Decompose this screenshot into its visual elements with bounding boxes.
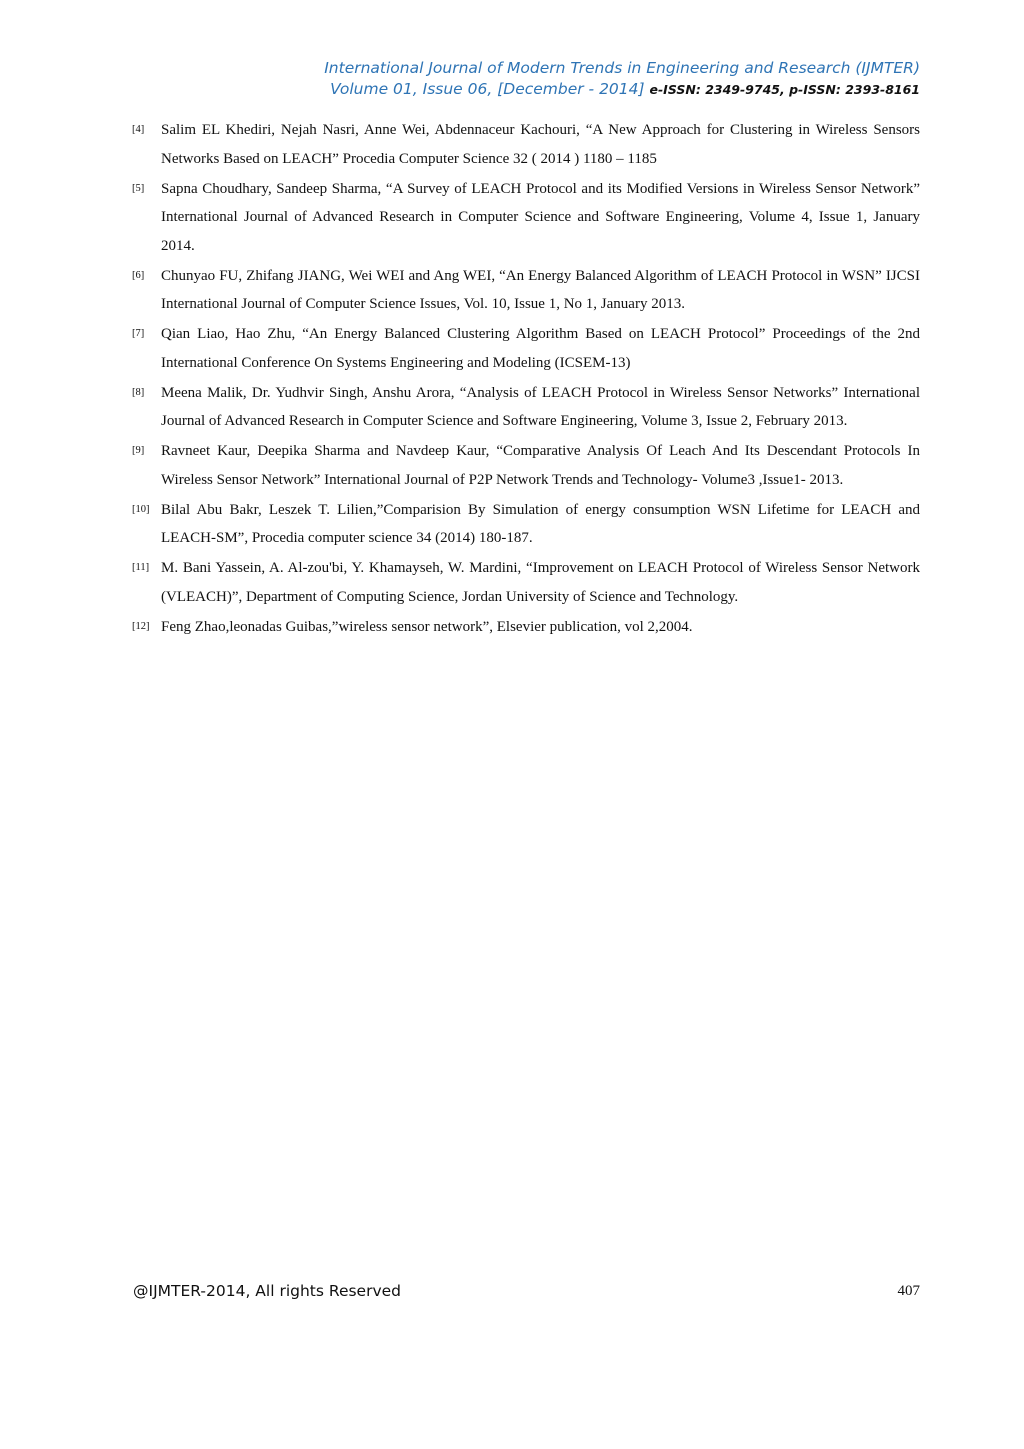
- reference-number: [9]: [132, 445, 145, 456]
- journal-title: International Journal of Modern Trends in Engineering and Research (IJMTER): [324, 59, 920, 77]
- reference-text: Bilal Abu Bakr, Leszek T. Lilien,”Comparision By Simulation of energy consumption WSN Lifetime for LEACH and LEACH-SM”, Procedia computer science 34 (2014) 180-187.: [161, 501, 920, 546]
- reference-number: [8]: [132, 386, 145, 398]
- journal-header: [324, 58, 920, 100]
- reference-item: [132, 379, 920, 436]
- journal-volume: Volume 01, Issue 06, [December - 2014]: [330, 80, 645, 98]
- reference-text: Ravneet Kaur, Deepika Sharma and Navdeep Kaur, “Comparative Analysis Of Leach And Its Descendant Protocols In Wireless Sensor Network” International Journal of P2P Network Trends and Technology- Volume3 ,Issue1- 2013.: [161, 443, 920, 488]
- footer-copyright: @IJMTER-2014, All rights Reserved: [133, 1282, 402, 1300]
- reference-text: Feng Zhao,leonadas Guibas,”wireless sensor network”, Elsevier publication, vol 2,2004.: [161, 618, 693, 635]
- reference-number: [7]: [132, 328, 145, 339]
- page-number: 407: [897, 1283, 920, 1299]
- reference-item: [132, 262, 920, 319]
- reference-item: [132, 437, 920, 494]
- reference-number: [6]: [132, 269, 145, 281]
- reference-item: [132, 496, 920, 553]
- reference-item: [132, 175, 920, 261]
- reference-text: Meena Malik, Dr. Yudhvir Singh, Anshu Arora, “Analysis of LEACH Protocol in Wireless Sensor Networks” International Journal of Advanced Research in Computer Science and Software Engineering, Volume 3, Issue 2, February 2013.: [161, 384, 920, 429]
- reference-item: [132, 116, 920, 173]
- reference-text: Salim EL Khediri, Nejah Nasri, Anne Wei, Abdennaceur Kachouri, “A New Approach for Clustering in Wireless Sensors Networks Based on LEACH” Procedia Computer Science 32 ( 2014 ) 1180 – 1185: [161, 122, 920, 167]
- reference-list: [132, 116, 920, 643]
- reference-number: [4]: [132, 124, 145, 135]
- reference-item: [132, 554, 920, 611]
- journal-volume-line: [324, 79, 920, 100]
- reference-text: Sapna Choudhary, Sandeep Sharma, “A Survey of LEACH Protocol and its Modified Versions in Wireless Sensor Network” International Journal of Advanced Research in Computer Science and Software Engineering, Volume 4, Issue 1, January 2014.: [161, 180, 920, 254]
- reference-number: [11]: [132, 562, 150, 573]
- reference-number: [12]: [132, 620, 150, 632]
- reference-item: [132, 320, 920, 377]
- reference-text: Chunyao FU, Zhifang JIANG, Wei WEI and Ang WEI, “An Energy Balanced Algorithm of LEACH Protocol in WSN” IJCSI International Journal of Computer Science Issues, Vol. 10, Issue 1, No 1, January 2013.: [161, 267, 920, 312]
- reference-text: Qian Liao, Hao Zhu, “An Energy Balanced Clustering Algorithm Based on LEACH Protocol” Proceedings of the 2nd International Conference On Systems Engineering and Modeling (ICSEM-13): [161, 326, 920, 371]
- reference-text: M. Bani Yassein, A. Al-zou'bi, Y. Khamayseh, W. Mardini, “Improvement on LEACH Protocol of Wireless Sensor Network (VLEACH)”, Department of Computing Science, Jordan University of Science and Technology.: [161, 560, 920, 605]
- reference-number: [5]: [132, 182, 145, 194]
- journal-issn: e-ISSN: 2349-9745, p-ISSN: 2393-8161: [649, 82, 920, 97]
- reference-item: [132, 613, 920, 642]
- reference-number: [10]: [132, 503, 150, 515]
